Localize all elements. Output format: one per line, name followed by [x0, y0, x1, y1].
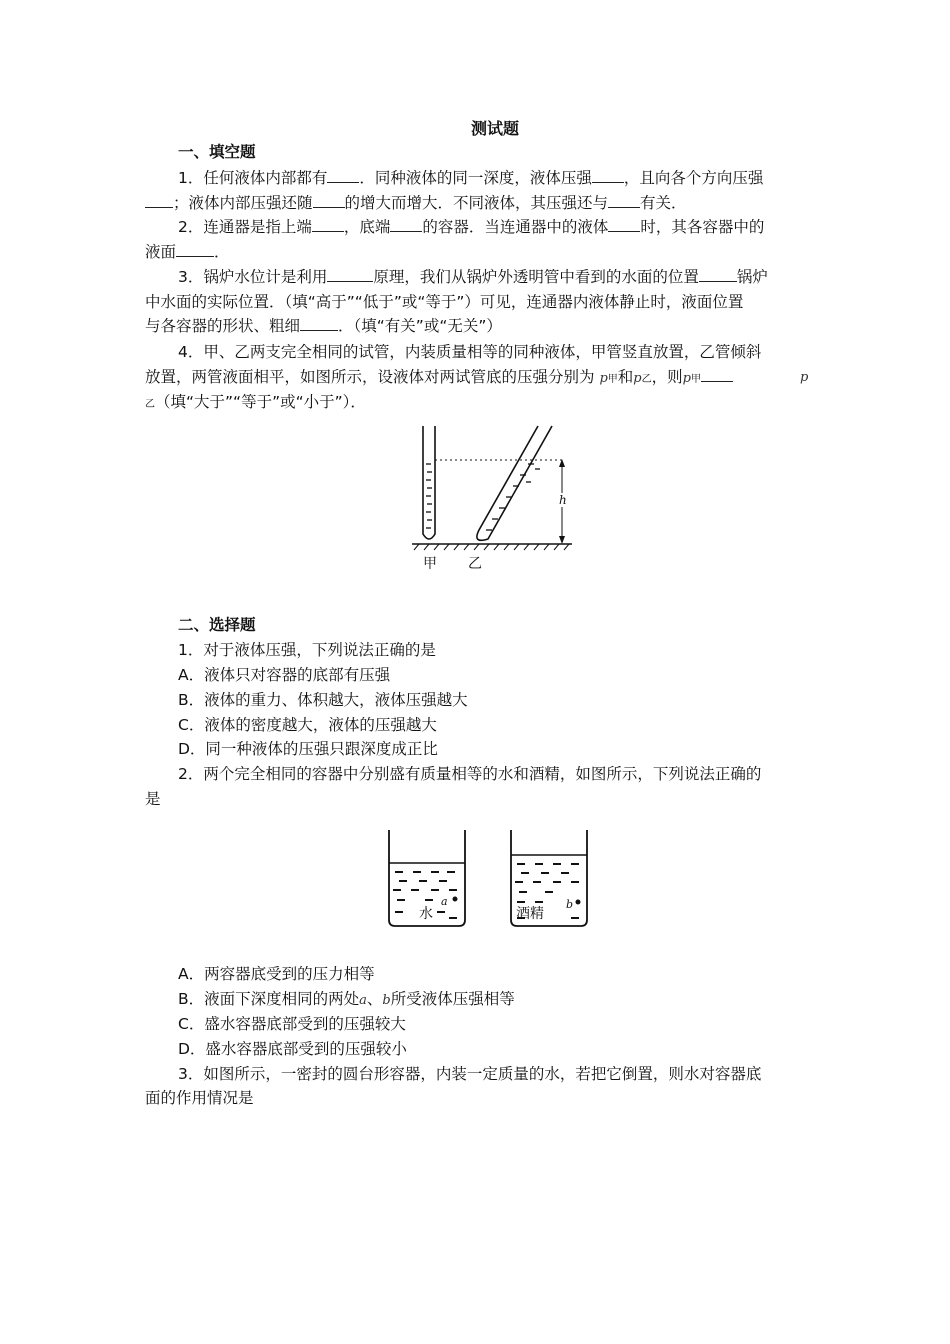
question-3-line-3: 与各容器的形状、粗细 ．（填“有关”或“无关”）	[145, 317, 502, 335]
choice-q3-stem-line-2: 面的作用情况是	[145, 1089, 254, 1107]
answer-blank[interactable]	[300, 315, 338, 331]
height-label: h	[559, 493, 567, 507]
section-choice-heading: 二、选择题	[178, 616, 256, 634]
point-b-dot	[576, 900, 581, 905]
answer-blank[interactable]	[313, 192, 345, 208]
question-2-line-2: 液面 ．	[145, 243, 230, 261]
choice-q1-stem: 1．对于液体压强，下列说法正确的是	[178, 641, 436, 659]
question-3-line-1: 3．锅炉水位计是利用 原理，我们从锅炉外透明管中看到的水面的位置 锅炉	[178, 268, 768, 286]
question-4-line-2: 放置，两管液面相平，如图所示，设液体对两试管底的压强分别为 p甲和p乙，则p甲 p	[145, 368, 809, 386]
choice-q2-stem-line-1: 2．两个完全相同的容器中分别盛有质量相等的水和酒精，如图所示，下列说法正确的	[178, 765, 762, 783]
question-1-line-1: 1．任何液体内部都有 ．同种液体的同一深度，液体压强 ，且向各个方向压强	[178, 169, 764, 187]
answer-blank[interactable]	[608, 192, 640, 208]
choice-q3-stem-line-1: 3．如图所示，一密封的圆台形容器，内装一定质量的水，若把它倒置，则水对容器底	[178, 1065, 762, 1083]
alcohol-label: 酒精	[516, 906, 544, 922]
choice-q1-option-b[interactable]: B．液体的重力、体积越大，液体压强越大	[178, 691, 468, 709]
answer-blank[interactable]	[312, 216, 344, 232]
answer-blank[interactable]	[608, 216, 640, 232]
answer-blank[interactable]	[701, 366, 733, 382]
point-b-label: b	[566, 898, 574, 911]
section-fill-heading: 一、填空题	[178, 143, 256, 161]
answer-blank[interactable]	[176, 241, 214, 257]
choice-q1-option-a[interactable]: A．液体只对容器的底部有压强	[178, 666, 391, 684]
choice-q2-option-a[interactable]: A．两容器底受到的压力相等	[178, 965, 375, 983]
choice-q1-option-d[interactable]: D．同一种液体的压强只跟深度成正比	[178, 740, 438, 758]
tube-jia-label: 甲	[423, 556, 437, 572]
question-4-line-1: 4．甲、乙两支完全相同的试管，内装质量相等的同种液体，甲管竖直放置，乙管倾斜	[178, 343, 762, 361]
point-a-label: a	[441, 895, 448, 908]
containers-figure	[385, 828, 595, 932]
choice-q2-option-b[interactable]: B．液面下深度相同的两处a、b所受液体压强相等	[178, 990, 515, 1008]
question-4-line-3: 乙（填“大于”“等于”或“小于”）．	[145, 393, 366, 411]
answer-blank[interactable]	[327, 266, 373, 282]
question-1-line-2: ；液体内部压强还随 的增大而增大．不同液体，其压强还与 有关．	[145, 191, 810, 216]
answer-blank[interactable]	[327, 167, 359, 183]
answer-blank[interactable]	[592, 167, 624, 183]
question-2-line-1: 2．连通器是指上端 ，底端 的容器．当连通器中的液体 时，其各容器中的	[178, 218, 765, 236]
answer-blank[interactable]	[145, 192, 173, 208]
test-tubes-figure	[410, 422, 580, 572]
tube-yi-label: 乙	[468, 556, 482, 572]
question-3-line-2: 中水面的实际位置．（填“高于”“低于”或“等于”）可见，连通器内液体静止时，液面位置	[145, 293, 744, 311]
choice-q2-option-d[interactable]: D．盛水容器底部受到的压强较小	[178, 1040, 407, 1058]
choice-q2-option-c[interactable]: C．盛水容器底部受到的压强较大	[178, 1015, 406, 1033]
point-a-dot	[453, 897, 458, 902]
answer-blank[interactable]	[699, 266, 737, 282]
answer-blank[interactable]	[390, 216, 422, 232]
water-label: 水	[419, 906, 433, 922]
page-title: 测试题	[470, 119, 519, 138]
choice-q2-stem-line-2: 是	[145, 790, 161, 808]
choice-q1-option-c[interactable]: C．液体的密度越大，液体的压强越大	[178, 716, 437, 734]
